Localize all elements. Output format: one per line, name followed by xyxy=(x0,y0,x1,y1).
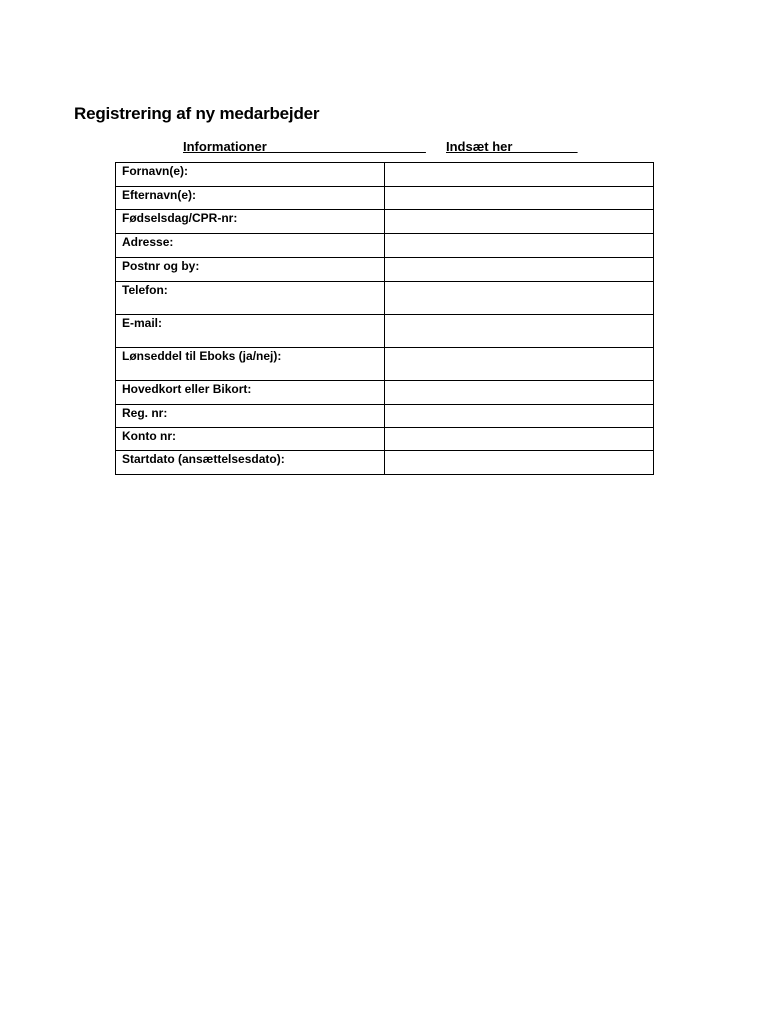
field-label-startdato: Startdato (ansættelsesdato): xyxy=(116,451,385,475)
table-row xyxy=(116,405,654,428)
table-row xyxy=(116,210,654,234)
field-label-hovedkort-bikort: Hovedkort eller Bikort: xyxy=(116,381,385,405)
registration-form-table xyxy=(115,162,654,475)
column-header-indsaet-her: Indsæt her_________ xyxy=(446,139,578,154)
field-label-postnr-by: Postnr og by: xyxy=(116,258,385,282)
table-row xyxy=(116,381,654,405)
table-row xyxy=(116,163,654,187)
page-title: Registrering af ny medarbejder xyxy=(74,104,320,123)
field-input-loenseddel-eboks[interactable] xyxy=(385,348,654,381)
table-row xyxy=(116,187,654,210)
field-label-email: E-mail: xyxy=(116,315,385,348)
column-header-informationer: Informationer______________________ xyxy=(183,139,426,154)
field-input-startdato[interactable] xyxy=(385,451,654,475)
field-input-hovedkort-bikort[interactable] xyxy=(385,381,654,405)
field-input-fornavn[interactable] xyxy=(385,163,654,187)
table-row xyxy=(116,451,654,475)
field-label-fornavn: Fornavn(e): xyxy=(116,163,385,187)
table-row xyxy=(116,258,654,282)
field-label-reg-nr: Reg. nr: xyxy=(116,405,385,428)
field-input-email[interactable] xyxy=(385,315,654,348)
field-input-adresse[interactable] xyxy=(385,234,654,258)
field-input-postnr-by[interactable] xyxy=(385,258,654,282)
field-input-telefon[interactable] xyxy=(385,282,654,315)
field-input-konto-nr[interactable] xyxy=(385,428,654,451)
field-label-efternavn: Efternavn(e): xyxy=(116,187,385,210)
table-row xyxy=(116,315,654,348)
table-row xyxy=(116,234,654,258)
table-row xyxy=(116,428,654,451)
table-row xyxy=(116,282,654,315)
field-input-efternavn[interactable] xyxy=(385,187,654,210)
field-label-telefon: Telefon: xyxy=(116,282,385,315)
field-label-adresse: Adresse: xyxy=(116,234,385,258)
field-input-reg-nr[interactable] xyxy=(385,405,654,428)
field-label-konto-nr: Konto nr: xyxy=(116,428,385,451)
field-label-foedselsdag-cpr: Fødselsdag/CPR-nr: xyxy=(116,210,385,234)
field-input-foedselsdag-cpr[interactable] xyxy=(385,210,654,234)
table-row xyxy=(116,348,654,381)
field-label-loenseddel-eboks: Lønseddel til Eboks (ja/nej): xyxy=(116,348,385,381)
